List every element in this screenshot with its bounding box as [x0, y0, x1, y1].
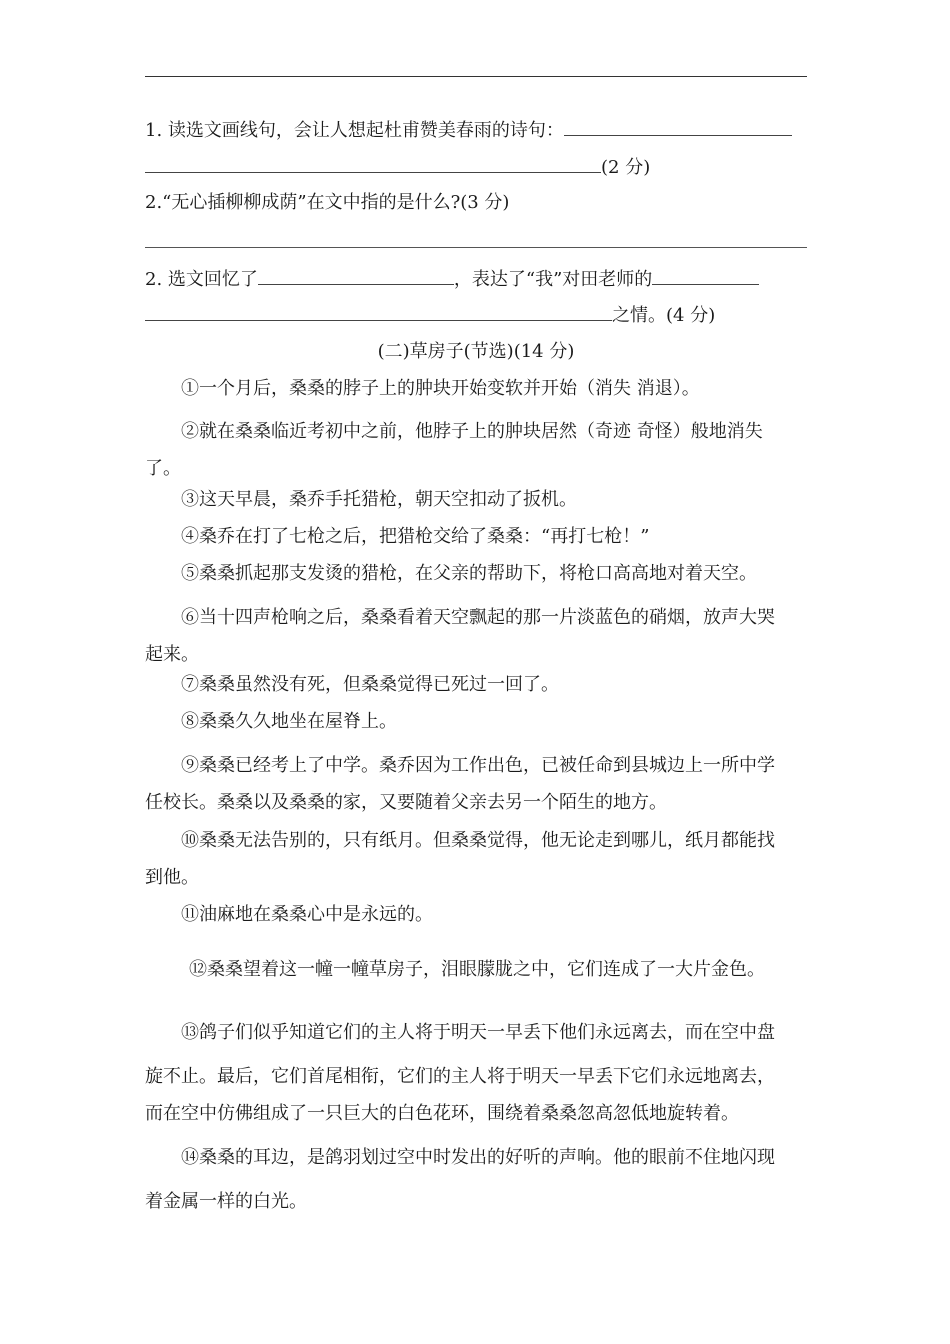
question-3-blank-3[interactable]: [145, 302, 612, 321]
paragraph-13-line-2: 旋不止。最后，它们首尾相衔，它们的主人将于明天一早丢下它们永远地离去，: [145, 1066, 775, 1087]
paragraph-12: [145, 958, 807, 982]
question-3-blank-2[interactable]: [652, 266, 759, 285]
paragraph-2: [145, 413, 807, 487]
header-rule: [145, 76, 807, 77]
question-1-line-1: [145, 117, 792, 143]
paragraph-1-line-1: ①一个月后，桑桑的脖子上的肿块开始变软并开始（消失 消退）。: [181, 378, 700, 399]
paragraph-14-line-2: 着金属一样的白光。: [145, 1191, 307, 1212]
question-3-blank-1[interactable]: [258, 266, 454, 285]
question-3-text-c: 之情。(4 分): [612, 305, 716, 326]
paragraph-4: [145, 525, 807, 549]
paragraph-9: [145, 747, 807, 821]
question-2-text: 2.“无心插柳柳成荫”在文中指的是什么?(3 分): [145, 192, 510, 213]
paragraph-11: [145, 903, 807, 927]
paragraph-8-line-1: ⑧桑桑久久地坐在屋脊上。: [181, 711, 397, 732]
paragraph-12-line-1: ⑫桑桑望着这一幢一幢草房子，泪眼朦胧之中，它们连成了一大片金色。: [189, 959, 765, 980]
question-1-text: 1. 读选文画线句，会让人想起杜甫赞美春雨的诗句：: [145, 120, 564, 141]
paragraph-6: [145, 599, 807, 673]
paragraph-3: [145, 488, 807, 512]
paragraph-6-line-1: ⑥当十四声枪响之后，桑桑看着天空飘起的那一片淡蓝色的硝烟，放声大哭: [181, 607, 775, 628]
question-3-line-1: [145, 266, 759, 292]
paragraph-5: [145, 562, 807, 586]
question-1-answer-blank[interactable]: [564, 117, 792, 136]
question-1-points: (2 分): [601, 157, 651, 178]
paragraph-9-line-1: ⑨桑桑已经考上了中学。桑乔因为工作出色，已被任命到县城边上一所中学: [181, 755, 775, 776]
paragraph-1: [145, 377, 807, 401]
question-3-line-2: [145, 302, 715, 328]
paragraph-9-line-2: 任校长。桑桑以及桑桑的家，又要随着父亲去另一个陌生的地方。: [145, 792, 667, 813]
paragraph-14: [145, 1136, 807, 1224]
paragraph-7-line-1: ⑦桑桑虽然没有死，但桑桑觉得已死过一回了。: [181, 674, 559, 695]
section-title: (二)草房子(节选)(14 分): [377, 341, 575, 362]
paragraph-10-line-2: 到他。: [145, 867, 199, 888]
paragraph-8: [145, 710, 807, 734]
paragraph-2-line-1: ②就在桑桑临近考初中之前，他脖子上的肿块居然（奇迹 奇怪）般地消失: [181, 421, 763, 442]
paragraph-6-line-2: 起来。: [145, 644, 199, 665]
paragraph-10: [145, 822, 807, 896]
paragraph-7: [145, 673, 807, 697]
paragraph-4-line-1: ④桑乔在打了七枪之后，把猎枪交给了桑桑：“再打七枪！”: [181, 526, 650, 547]
question-3-text-b: ，表达了“我”对田老师的: [453, 269, 653, 290]
question-2-answer-line[interactable]: [145, 247, 807, 248]
paragraph-13: [145, 1011, 807, 1136]
paragraph-5-line-1: ⑤桑桑抓起那支发烫的猎枪，在父亲的帮助下，将枪口高高地对着天空。: [181, 563, 757, 584]
paragraph-14-line-1: ⑭桑桑的耳边，是鸽羽划过空中时发出的好听的声响。他的眼前不住地闪现: [181, 1147, 775, 1168]
paragraph-13-line-1: ⑬鸽子们似乎知道它们的主人将于明天一早丢下他们永远离去，而在空中盘: [181, 1022, 775, 1043]
paragraph-10-line-1: ⑩桑桑无法告别的，只有纸月。但桑桑觉得，他无论走到哪儿，纸月都能找: [181, 830, 775, 851]
question-3-text-a: 2. 选文回忆了: [145, 269, 258, 290]
paragraph-13-line-3: 而在空中仿佛组成了一只巨大的白色花环，围绕着桑桑忽高忽低地旋转着。: [145, 1103, 739, 1124]
paragraph-11-line-1: ⑪油麻地在桑桑心中是永远的。: [181, 904, 433, 925]
question-1-answer-blank-2[interactable]: [145, 154, 601, 173]
paragraph-3-line-1: ③这天早晨，桑乔手托猎枪，朝天空扣动了扳机。: [181, 489, 577, 510]
question-1-line-2: [145, 154, 650, 180]
paragraph-2-line-2: 了。: [145, 458, 181, 479]
